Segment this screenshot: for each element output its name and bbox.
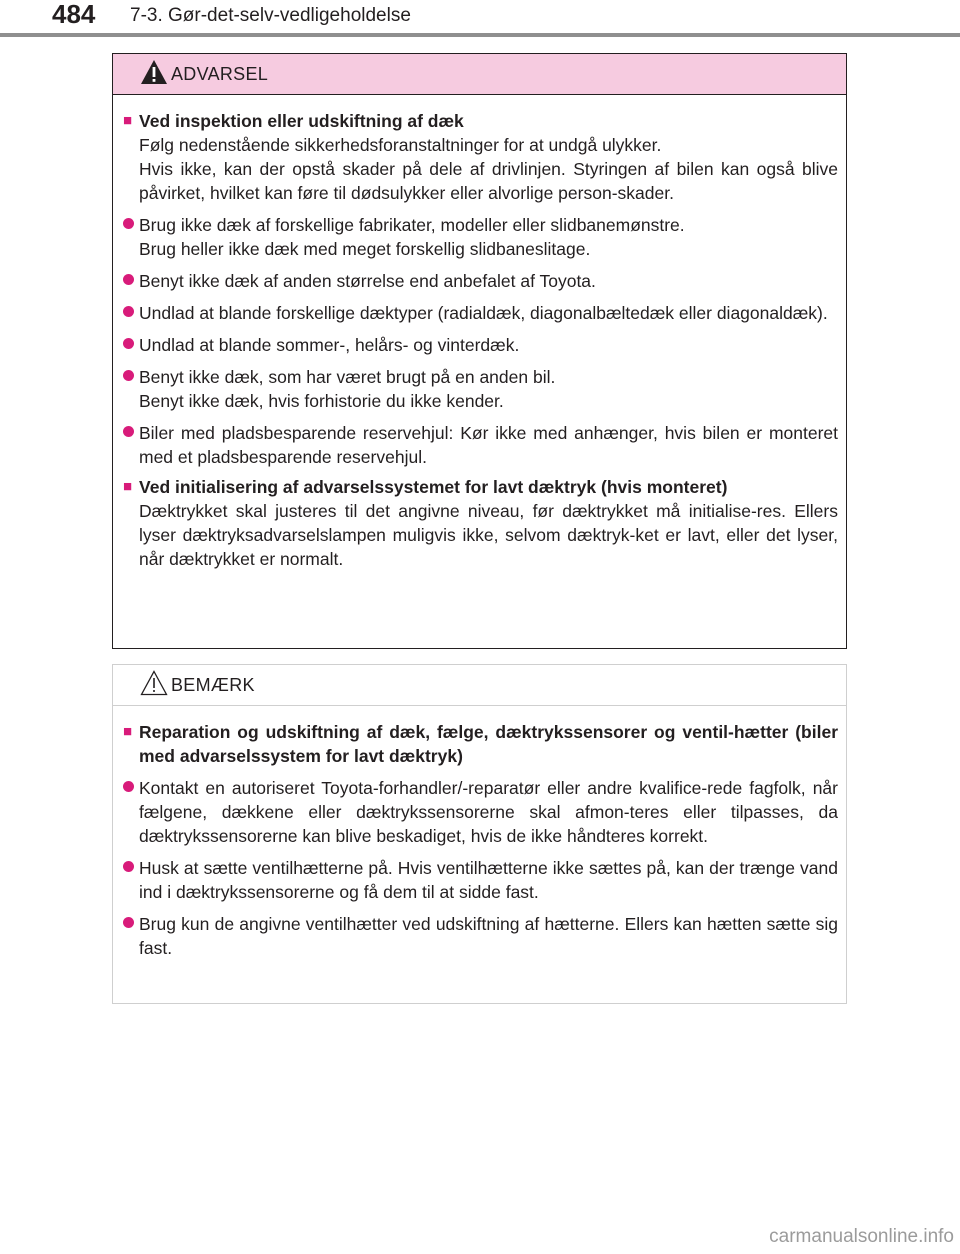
bullet-text: Brug kun de angivne ventilhætter ved udskiftning af hætterne. Ellers kan hætten sætte sig fast. <box>139 914 838 958</box>
bullet-text: Husk at sætte ventilhætterne på. Hvis ventilhætterne ikke sættes på, kan der trænge vand ind i dæktrykssensorerne og få dem til at sidde fast. <box>139 858 838 902</box>
list-item <box>123 213 838 261</box>
note-header <box>113 665 846 706</box>
warning-heading-tpms <box>123 475 838 499</box>
bullet-text: Kontakt en autoriseret Toyota-forhandler/-reparatør eller andre kvalifice-rede fagfolk, når fælgene, dækkene eller dæktrykssensorerne skal afmon-teres eller tilpasses, da dæktrykssensorerne kan blive beskadiget, hvis de ikke håndteres korrekt. <box>139 778 838 846</box>
list-item <box>123 301 838 325</box>
bullet-text: Brug ikke dæk af forskellige fabrikater, modeller eller slidbanemønstre. <box>139 215 685 235</box>
circle-bullet-icon <box>123 370 134 381</box>
circle-bullet-icon <box>123 274 134 285</box>
page-number: 484 <box>52 0 96 29</box>
circle-bullet-icon <box>123 426 134 437</box>
square-bullet-icon: ■ <box>123 112 133 129</box>
list-item <box>123 269 838 293</box>
circle-bullet-icon <box>123 861 134 872</box>
warning-heading-inspection <box>123 109 838 133</box>
bullet-text: Biler med pladsbesparende reservehjul: Kør ikke med anhænger, hvis bilen er monteret med et pladsbesparende reservehjul. <box>139 423 838 467</box>
square-bullet-icon: ■ <box>123 478 133 495</box>
header-rule <box>0 33 960 37</box>
heading-text: Ved inspektion eller udskiftning af dæk <box>139 111 464 131</box>
list-item <box>123 912 838 960</box>
intro-line: Følg nedenstående sikkerhedsforanstaltninger for at undgå ulykker. <box>139 135 662 155</box>
section-title: 7-3. Gør-det-selv-vedligeholdelse <box>130 5 411 26</box>
watermark: carmanualsonline.info <box>769 1226 954 1247</box>
circle-bullet-icon <box>123 218 134 229</box>
heading-text: Ved initialisering af advarselssystemet for lavt dæktryk (hvis monteret) <box>139 477 728 497</box>
warning-header <box>113 54 846 95</box>
warning-tpms-paragraph: Dæktrykket skal justeres til det angivne niveau, før dæktrykket må initialise-res. Ellers lyser dæktryksadvarselslampen muligvis ikke, selvom dæktryk-ket er lavt, eller det lyser, når dæktrykket er normalt. <box>139 501 838 569</box>
list-item <box>123 776 838 848</box>
list-item <box>123 856 838 904</box>
warning-triangle-icon <box>139 58 169 86</box>
caution-triangle-icon <box>139 669 169 697</box>
circle-bullet-icon <box>123 917 134 928</box>
square-bullet-icon: ■ <box>123 723 133 740</box>
note-box <box>112 664 847 1004</box>
warning-intro <box>123 133 838 205</box>
bullet-text: Brug heller ikke dæk med meget forskellig slidbaneslitage. <box>139 239 591 259</box>
list-item <box>123 421 838 469</box>
list-item <box>123 333 838 357</box>
circle-bullet-icon <box>123 781 134 792</box>
heading-text: Reparation og udskiftning af dæk, fælge, dæktrykssensorer og ventil-hætter (biler med advarselssystem for lavt dæktryk) <box>139 722 838 766</box>
bullet-text: Benyt ikke dæk af anden størrelse end anbefalet af Toyota. <box>139 271 596 291</box>
note-title: BEMÆRK <box>171 675 255 695</box>
bullet-text: Undlad at blande forskellige dæktyper (radialdæk, diagonalbæltedæk eller diagonaldæk). <box>139 303 828 323</box>
bullet-text: Benyt ikke dæk, som har været brugt på en anden bil. <box>139 367 556 387</box>
note-heading <box>123 720 838 768</box>
list-item <box>123 365 838 413</box>
bullet-text: Benyt ikke dæk, hvis forhistorie du ikke kender. <box>139 391 504 411</box>
intro-line: Hvis ikke, kan der opstå skader på dele af drivlinjen. Styringen af bilen kan også blive påvirket, hvilket kan føre til dødsulykker eller alvorlige person-skader. <box>139 159 838 203</box>
bullet-text: Undlad at blande sommer-, helårs- og vinterdæk. <box>139 335 520 355</box>
warning-box <box>112 53 847 649</box>
warning-title: ADVARSEL <box>171 64 269 84</box>
circle-bullet-icon <box>123 306 134 317</box>
circle-bullet-icon <box>123 338 134 349</box>
